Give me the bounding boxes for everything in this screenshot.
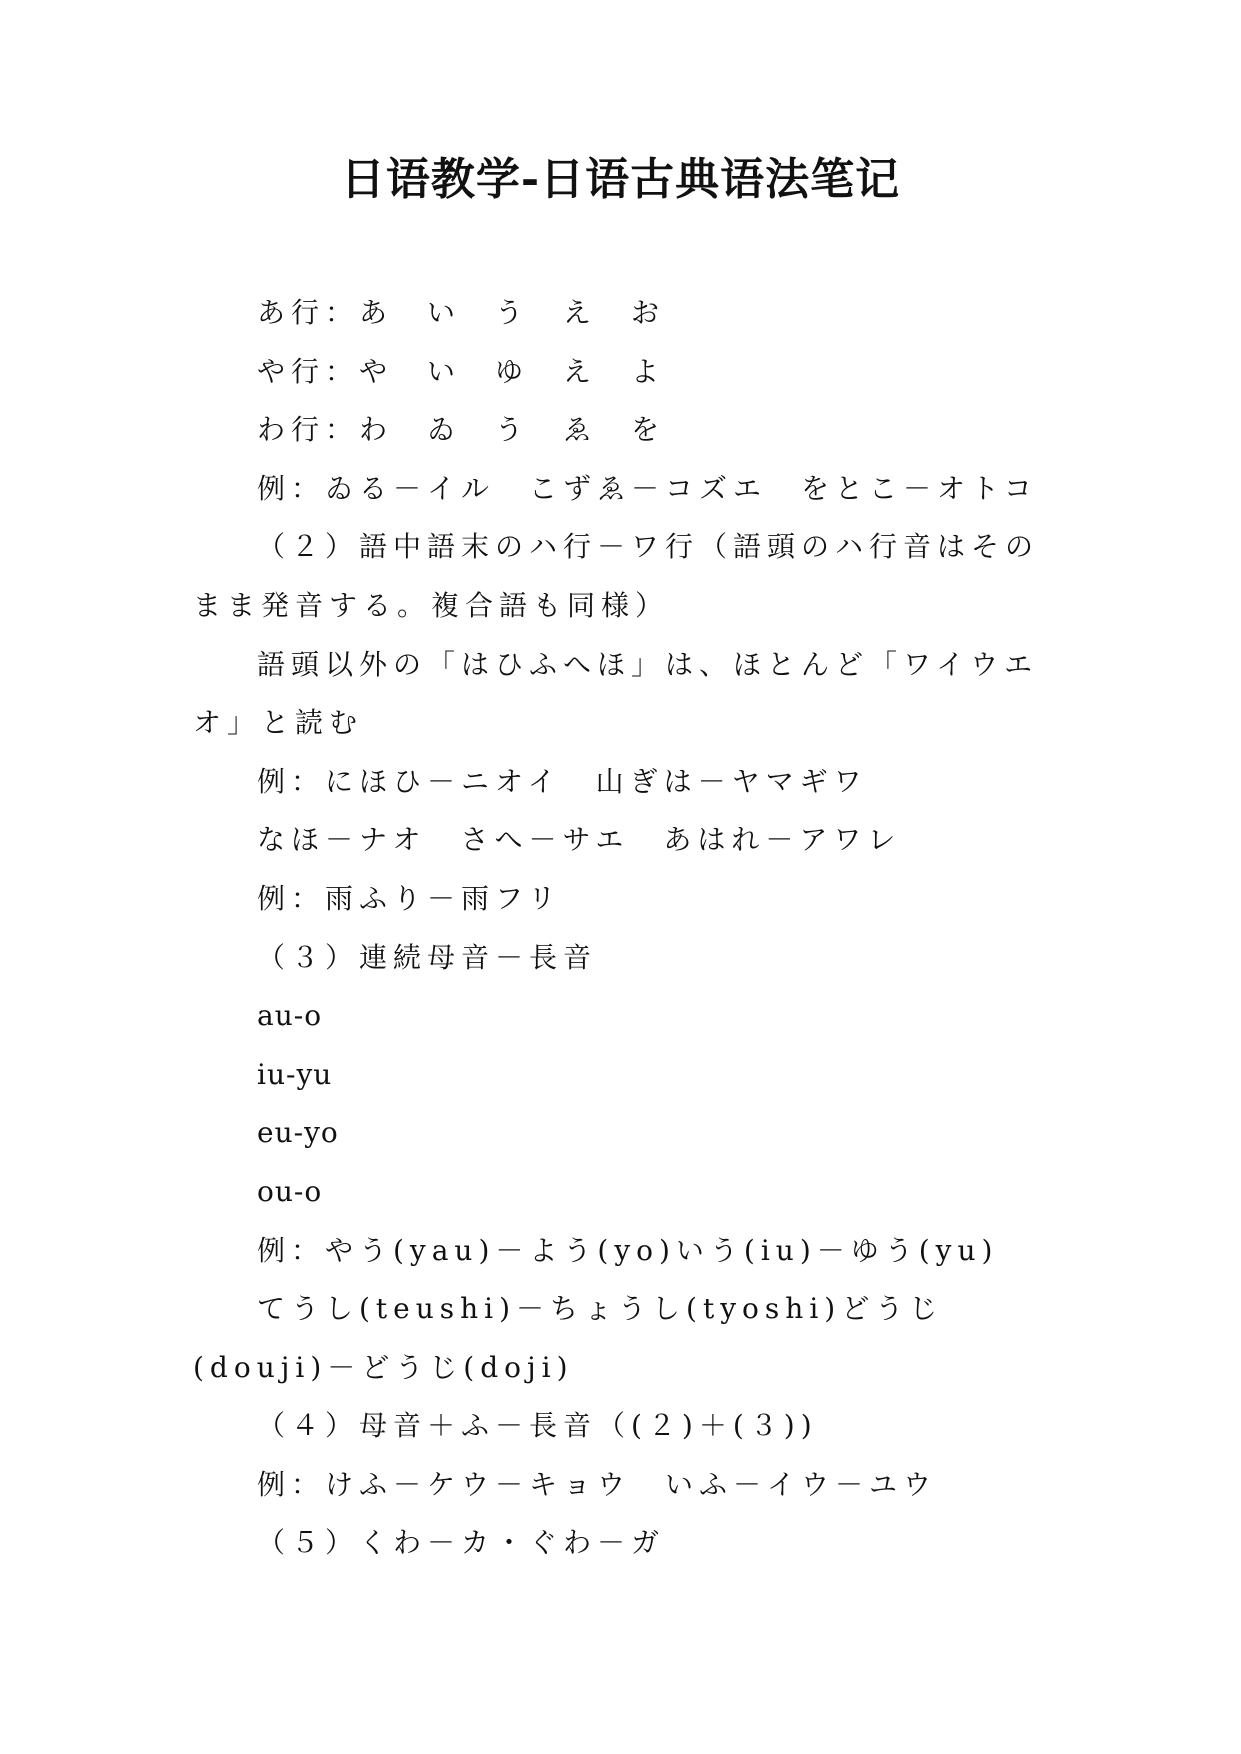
paragraph: （４）母音＋ふ－長音（(２)＋(３)) bbox=[257, 1409, 818, 1443]
paragraph: 語頭以外の「はひふへほ」は、ほとんど「ワイウエオ」と読む bbox=[193, 647, 1039, 740]
document-title: 日语教学-日语古典语法笔记 bbox=[340, 154, 901, 205]
paragraph: iu-yu bbox=[257, 1057, 333, 1091]
paragraph: なほ－ナオ さへ－サエ あはれ－アワレ bbox=[257, 823, 902, 857]
paragraph: 例：やう(yau)－よう(yo)いう(iu)－ゆう(yu) bbox=[257, 1233, 999, 1267]
paragraph: てうし(teushi)－ちょうし(tyoshi)どうじ(douji)－どうじ(doji) bbox=[193, 1292, 944, 1384]
paragraph: （２）語中語末のハ行－ワ行（語頭のハ行音はそのまま発音する。複合語も同様） bbox=[193, 530, 1040, 622]
paragraph: eu-yo bbox=[257, 1116, 339, 1150]
paragraph: 例：けふ－ケウ－キョウ いふ－イウ－ユウ bbox=[257, 1467, 938, 1501]
paragraph: や行：や い ゆ え よ bbox=[257, 354, 666, 388]
paragraph: 例：雨ふり－雨フリ bbox=[257, 881, 562, 915]
paragraph: （５）くわ－カ・ぐわ－ガ bbox=[257, 1526, 666, 1560]
paragraph: （３）連続母音－長音 bbox=[257, 940, 598, 974]
paragraph: 例：ゐる－イル こずゑ－コズエ をとこ－オトコ bbox=[257, 471, 1038, 505]
paragraph: ou-o bbox=[257, 1174, 323, 1208]
paragraph: あ行：あ い う え お bbox=[257, 296, 666, 329]
document-body bbox=[193, 284, 1053, 1573]
paragraph: 例：にほひ－ニオイ 山ぎは－ヤマギワ bbox=[257, 764, 868, 798]
paragraph: au-o bbox=[257, 999, 323, 1033]
paragraph: わ行：わ ゐ う ゑ を bbox=[257, 413, 666, 447]
